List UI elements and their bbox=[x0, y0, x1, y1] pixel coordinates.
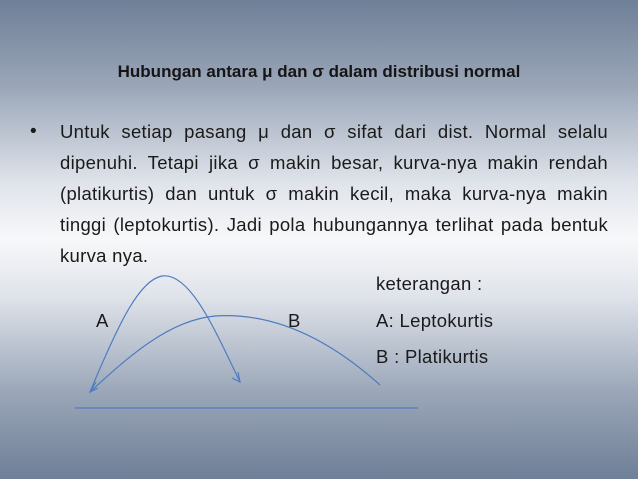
bullet-text: Untuk setiap pasang μ dan σ sifat dari dist. Normal selalu dipenuhi. Tetapi jika σ makin besar, kurva-nya makin rendah (platikurtis) dan untuk σ makin kecil, maka kurva-nya makin tinggi (leptokurtis). Jadi pola hubungannya terlihat pada bentuk kurva nya. bbox=[60, 121, 608, 266]
curve-a-leptokurtis bbox=[90, 276, 240, 392]
bullet-item bbox=[30, 116, 608, 271]
legend-item-b: B : Platikurtis bbox=[376, 346, 489, 367]
curve-a-left-arrowhead bbox=[90, 382, 98, 392]
curve-b-label: B bbox=[288, 310, 301, 331]
curve-b-platikurtis bbox=[90, 316, 380, 392]
legend-item-a: A: Leptokurtis bbox=[376, 310, 494, 331]
bullet-marker: • bbox=[30, 121, 37, 142]
curve-a-label: A bbox=[96, 310, 109, 331]
curve-a-right-arrowhead bbox=[232, 372, 240, 382]
legend-title: keterangan : bbox=[376, 273, 483, 294]
slide-title: Hubungan antara μ dan σ dalam distribusi normal bbox=[117, 62, 521, 81]
